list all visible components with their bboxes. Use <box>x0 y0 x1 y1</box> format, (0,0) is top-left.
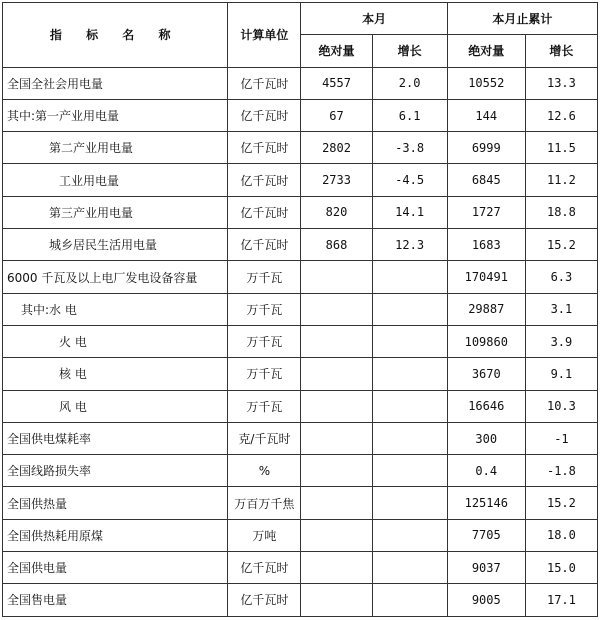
row-name-cell: 6000 千瓦及以上电厂发电设备容量 <box>3 261 228 293</box>
row-cumulative-absolute-cell: 10552 <box>447 67 525 99</box>
header-cumulative-absolute: 绝对量 <box>447 35 525 67</box>
row-month-absolute-cell <box>301 325 372 357</box>
row-name-cell: 城乡居民生活用电量 <box>3 229 228 261</box>
table-row <box>3 99 598 131</box>
row-month-growth-cell: 6.1 <box>372 99 447 131</box>
row-cumulative-growth-cell: 12.6 <box>525 99 597 131</box>
row-month-absolute-cell: 820 <box>301 196 372 228</box>
row-month-growth-cell: 2.0 <box>372 67 447 99</box>
table-header <box>3 3 598 68</box>
table-row <box>3 390 598 422</box>
row-unit-cell: 亿千瓦时 <box>228 164 301 196</box>
row-unit-cell: 亿千瓦时 <box>228 99 301 131</box>
row-name-cell: 全国供热量 <box>3 487 228 519</box>
row-unit-cell: 万千瓦 <box>228 261 301 293</box>
row-month-growth-cell <box>372 325 447 357</box>
row-month-absolute-cell <box>301 293 372 325</box>
row-name-cell: 全国全社会用电量 <box>3 67 228 99</box>
row-name-cell: 全国供电量 <box>3 552 228 584</box>
row-cumulative-absolute-cell: 125146 <box>447 487 525 519</box>
row-cumulative-absolute-cell: 29887 <box>447 293 525 325</box>
row-unit-cell: 克/千瓦时 <box>228 422 301 454</box>
row-month-absolute-cell <box>301 455 372 487</box>
table-row <box>3 584 598 616</box>
table-row <box>3 164 598 196</box>
row-month-absolute-cell <box>301 358 372 390</box>
row-cumulative-growth-cell: 18.0 <box>525 519 597 551</box>
row-cumulative-absolute-cell: 9037 <box>447 552 525 584</box>
table-row <box>3 67 598 99</box>
table-body <box>3 67 598 616</box>
row-cumulative-growth-cell: 18.8 <box>525 196 597 228</box>
row-month-growth-cell <box>372 584 447 616</box>
row-cumulative-growth-cell: 3.1 <box>525 293 597 325</box>
row-name-cell: 全国售电量 <box>3 584 228 616</box>
row-month-growth-cell <box>372 487 447 519</box>
header-cumulative-growth: 增长 <box>525 35 597 67</box>
row-name-cell: 全国供热耗用原煤 <box>3 519 228 551</box>
table-row <box>3 325 598 357</box>
row-cumulative-growth-cell: 11.2 <box>525 164 597 196</box>
row-month-growth-cell: 12.3 <box>372 229 447 261</box>
row-name-cell: 全国线路损失率 <box>3 455 228 487</box>
row-month-growth-cell <box>372 261 447 293</box>
table-row <box>3 261 598 293</box>
row-name-cell: 第二产业用电量 <box>3 132 228 164</box>
row-cumulative-growth-cell: 3.9 <box>525 325 597 357</box>
row-cumulative-absolute-cell: 1683 <box>447 229 525 261</box>
header-month: 本月 <box>301 3 447 35</box>
row-month-growth-cell <box>372 358 447 390</box>
row-cumulative-absolute-cell: 144 <box>447 99 525 131</box>
row-month-absolute-cell: 4557 <box>301 67 372 99</box>
row-unit-cell: 亿千瓦时 <box>228 584 301 616</box>
table-row <box>3 132 598 164</box>
row-unit-cell: 亿千瓦时 <box>228 132 301 164</box>
row-cumulative-absolute-cell: 1727 <box>447 196 525 228</box>
row-cumulative-growth-cell: 9.1 <box>525 358 597 390</box>
row-cumulative-absolute-cell: 9005 <box>447 584 525 616</box>
table-row <box>3 422 598 454</box>
table-row <box>3 358 598 390</box>
table-row <box>3 455 598 487</box>
row-month-absolute-cell: 2802 <box>301 132 372 164</box>
row-cumulative-growth-cell: 17.1 <box>525 584 597 616</box>
row-cumulative-absolute-cell: 170491 <box>447 261 525 293</box>
row-month-growth-cell <box>372 552 447 584</box>
row-name-cell: 其中:水 电 <box>3 293 228 325</box>
row-month-growth-cell: -4.5 <box>372 164 447 196</box>
row-month-growth-cell <box>372 455 447 487</box>
table-row <box>3 519 598 551</box>
row-name-cell: 风 电 <box>3 390 228 422</box>
header-month-growth: 增长 <box>372 35 447 67</box>
row-cumulative-absolute-cell: 6999 <box>447 132 525 164</box>
row-cumulative-absolute-cell: 6845 <box>447 164 525 196</box>
row-name-cell: 火 电 <box>3 325 228 357</box>
row-month-growth-cell <box>372 422 447 454</box>
row-unit-cell: 万千瓦 <box>228 325 301 357</box>
row-month-growth-cell <box>372 519 447 551</box>
row-month-growth-cell: 14.1 <box>372 196 447 228</box>
row-cumulative-growth-cell: 15.2 <box>525 229 597 261</box>
table-row <box>3 487 598 519</box>
header-indicator: 指 标 名 称 <box>3 3 228 68</box>
table-row <box>3 293 598 325</box>
row-unit-cell: 亿千瓦时 <box>228 552 301 584</box>
header-cumulative: 本月止累计 <box>447 3 597 35</box>
electricity-statistics-table <box>2 2 598 617</box>
table-row <box>3 196 598 228</box>
row-cumulative-growth-cell: 11.5 <box>525 132 597 164</box>
row-cumulative-growth-cell: -1 <box>525 422 597 454</box>
row-name-cell: 工业用电量 <box>3 164 228 196</box>
row-month-absolute-cell <box>301 519 372 551</box>
row-month-growth-cell <box>372 293 447 325</box>
row-month-growth-cell <box>372 390 447 422</box>
header-unit: 计算单位 <box>228 3 301 68</box>
header-month-absolute: 绝对量 <box>301 35 372 67</box>
row-name-cell: 第三产业用电量 <box>3 196 228 228</box>
row-cumulative-growth-cell: -1.8 <box>525 455 597 487</box>
row-cumulative-absolute-cell: 0.4 <box>447 455 525 487</box>
row-cumulative-absolute-cell: 3670 <box>447 358 525 390</box>
row-name-cell: 核 电 <box>3 358 228 390</box>
row-month-absolute-cell <box>301 390 372 422</box>
row-month-absolute-cell <box>301 487 372 519</box>
table-row <box>3 552 598 584</box>
row-unit-cell: 亿千瓦时 <box>228 67 301 99</box>
row-unit-cell: 万千瓦 <box>228 390 301 422</box>
row-month-absolute-cell: 868 <box>301 229 372 261</box>
row-cumulative-growth-cell: 6.3 <box>525 261 597 293</box>
row-unit-cell: 亿千瓦时 <box>228 196 301 228</box>
row-cumulative-absolute-cell: 300 <box>447 422 525 454</box>
row-unit-cell: 亿千瓦时 <box>228 229 301 261</box>
row-unit-cell: 万千瓦 <box>228 358 301 390</box>
row-month-absolute-cell <box>301 584 372 616</box>
row-unit-cell: % <box>228 455 301 487</box>
row-cumulative-growth-cell: 15.0 <box>525 552 597 584</box>
row-cumulative-absolute-cell: 109860 <box>447 325 525 357</box>
row-unit-cell: 万百万千焦 <box>228 487 301 519</box>
row-name-cell: 全国供电煤耗率 <box>3 422 228 454</box>
row-cumulative-growth-cell: 15.2 <box>525 487 597 519</box>
row-cumulative-absolute-cell: 16646 <box>447 390 525 422</box>
row-month-absolute-cell: 67 <box>301 99 372 131</box>
row-month-absolute-cell <box>301 552 372 584</box>
row-month-absolute-cell: 2733 <box>301 164 372 196</box>
row-cumulative-growth-cell: 10.3 <box>525 390 597 422</box>
row-month-absolute-cell <box>301 261 372 293</box>
row-name-cell: 其中:第一产业用电量 <box>3 99 228 131</box>
row-cumulative-growth-cell: 13.3 <box>525 67 597 99</box>
row-cumulative-absolute-cell: 7705 <box>447 519 525 551</box>
row-unit-cell: 万千瓦 <box>228 293 301 325</box>
table-row <box>3 229 598 261</box>
row-month-absolute-cell <box>301 422 372 454</box>
row-unit-cell: 万吨 <box>228 519 301 551</box>
row-month-growth-cell: -3.8 <box>372 132 447 164</box>
